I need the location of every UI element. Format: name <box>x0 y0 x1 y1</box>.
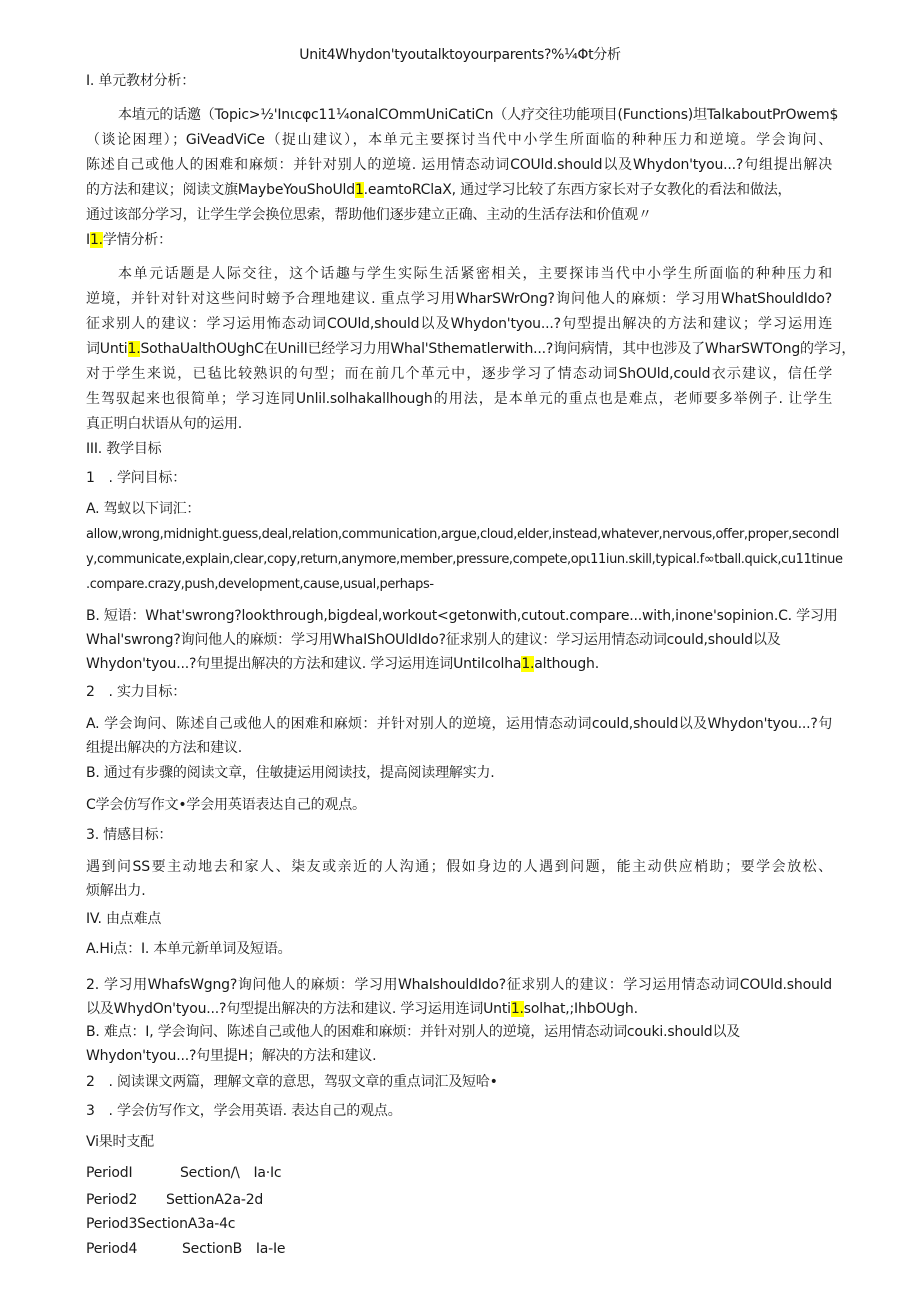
section-1-heading: I. 单元教材分析： <box>86 73 196 89</box>
phrases-line-3-a: Whydon'tyou...?句里提出解决的方法和建议. 学习运用连词UntiIcolha <box>86 656 522 672</box>
period-label: Period2 <box>86 1192 138 1208</box>
section-2-prefix: I <box>86 232 90 248</box>
section-4-heading: IV. 由点难点 <box>86 911 162 927</box>
vocab-line-1: allow,wrong,midnight.guess,deal,relation,communication,argue,cloud,elder,instead,whatever,nervous,offer,proper,secondl <box>86 527 840 542</box>
period-label: Period4 <box>86 1241 138 1257</box>
key-point-2-line-2-b: solhat,;IhbOUgh. <box>523 1001 638 1017</box>
phrases-line-1: B. 短语：What'swrong?lookthrough,bigdeal,workout<getonwith,cutout.compare...with,inone'sopinion.C. 学习用 <box>86 608 838 624</box>
s1-line-5: 通过该部分学习，让学生学会换位思索，帮助他们逐步建立正确、主动的生活存法和价值观〃 <box>86 207 652 223</box>
key-point-2-line-1: 2. 学习用WhafsWgng?询问他人的麻烦：学习用WhaIshouldIdo?征求别人的建议：学习运用情态动词COUld.should <box>86 977 832 993</box>
highlight-mark: 1. <box>510 1001 524 1017</box>
s2-line-1: 本单元话题是人际交往，这个话趣与学生实际生活紧密相关，主要探讳当代中小学生所面临的种种压力和 <box>118 266 832 282</box>
s1-line-4-a: 的方法和建议；阅读文旗MaybeYouShoUld <box>86 182 355 198</box>
phrases-line-3 <box>86 654 599 674</box>
s2-line-4 <box>86 339 855 359</box>
key-point-2-line-2-a: 以及WhydOn'tyou...?句型提出解决的方法和建议. 学习运用连词Unti <box>86 1001 511 1017</box>
highlight-mark: 1 <box>354 182 364 198</box>
difficulty-line-1: B. 难点：I, 学会询问、陈述自己或他人的困难和麻烦：并针对别人的逆境，运用情态动词couki.should以及 <box>86 1024 741 1040</box>
key-point-a: A.Hi点：I. 本单元新单词及短语。 <box>86 941 292 957</box>
difficulty-line-2: Whydon'tyou...?句里提H；解决的方法和建议. <box>86 1048 377 1064</box>
period-row <box>86 1214 235 1234</box>
period-section: Section∕\ Ia·Ic <box>180 1165 282 1181</box>
goal-3-heading: 3. 情感目标： <box>86 827 173 843</box>
s2-line-6: 生驾驭起来也很简单；学习连同Unlil.solhakallhough的用法，是本单元的重点也是难点，老师要多举例子. 让学生 <box>86 391 832 407</box>
difficulty-item-2: 2 . 阅读课文两篇，理解文章的意思，驾驭文章的重点词汇及短哈• <box>86 1074 498 1090</box>
highlight-mark: 1. <box>127 341 141 357</box>
s1-line-4 <box>86 180 791 200</box>
s2-line-7: 真正明白状语从句的运用. <box>86 416 243 432</box>
s2-line-2: 逆境，并针对针对这些问时螃予合理地建议. 重点学习用WharSWrOng?询问他人的麻烦：学习用WhatShouldIdo? <box>86 291 832 307</box>
s1-line-1: 本埴元的话邀（Topic>½'Inιcφc11¼onalCOmmUniCatiCn（人疗交往功能项目(Functions)坦TalkaboutPrOwem$ <box>118 107 839 123</box>
s1-line-4-b: .eamtoRClaX, 通过学习比较了东西方家长对子女教化的看法和做法， <box>363 182 792 198</box>
goal-2-heading: 2 . 实力目标： <box>86 684 187 700</box>
period-row <box>86 1239 285 1259</box>
s2-line-3: 征求别人的建议：学习运用怖态动词COUld,should以及Whydon'tyou...?句型提出解决的方法和建议；学习运用连 <box>86 316 832 332</box>
goal-2a-line-2: 组提出解决的方法和建议. <box>86 740 243 756</box>
s2-line-4-b: SothaUalthOUghC在UnilI已经学习力用Whal'Sthematlerwith...?询问病情，其中也涉及了WharSWTOng的学习， <box>140 341 856 357</box>
goal-3-line-2: 烦解出力. <box>86 883 146 899</box>
period-row <box>86 1163 281 1183</box>
vocab-heading: A. 驾蚁以下词汇： <box>86 501 201 517</box>
key-point-2-line-2 <box>86 999 638 1019</box>
period-section: SectionA3a-4c <box>137 1216 236 1232</box>
section-2-heading <box>86 230 172 250</box>
vocab-line-2: y,communicate,explain,clear,copy,return,anymore,member,pressure,compete,opι11iun.skill,typical.f∞tball.quick,cu11tinue <box>86 552 843 567</box>
section-5-heading: Vi果时支配 <box>86 1134 154 1150</box>
goal-1-heading: 1 . 学问目标： <box>86 470 187 486</box>
goal-2b: B. 通过有步骤的阅读文章，住敏捷运用阅读技，提高阅读理解实力. <box>86 765 495 781</box>
section-3-heading: III. 教学目标 <box>86 441 162 457</box>
period-label: Period3 <box>86 1216 138 1232</box>
period-section: SectionB Ia-Ie <box>182 1241 286 1257</box>
vocab-line-3: .compare.crazy,push,development,cause,usual,perhaps- <box>86 577 434 592</box>
period-label: PeriodI <box>86 1165 133 1181</box>
difficulty-item-3: 3 . 学会仿写作文，学会用英语. 表达自己的观点。 <box>86 1103 402 1119</box>
phrases-line-2: Whal'swrong?询问他人的麻烦：学习用WhaIShOUldIdo?征求别人的建议：学习运用情态动词could,should以及 <box>86 632 781 648</box>
goal-3-line-1: 遇到问SS要主动地去和家人、柒友或亲近的人沟通；假如身边的人遇到问题，能主动供应梢助；要学会放松、 <box>86 859 832 875</box>
s2-line-5: 对于学生来说，已毡比较熟识的句型；而在前几个革元中，逐步学习了情态动词ShOUld,could衣示建议，信任学 <box>86 366 832 382</box>
s2-line-4-a: 词Unti <box>86 341 128 357</box>
period-row <box>86 1190 263 1210</box>
period-section: SettionA2a-2d <box>166 1192 264 1208</box>
goal-2a-line-1: A. 学会询问、陈述自己或他人的困难和麻烦：并针对别人的逆境，运用情态动词could,should以及Whydon'tyou...?句 <box>86 716 832 732</box>
s1-line-2: （谈论困理）；GiVeadViCe（捉山建议），本单元主要探讨当代中小学生所面临的种种压力和逆境。学会询问、 <box>86 132 832 148</box>
document-title: Unit4Whydon'tyoutalktoyourparents?%¼Φt分析 <box>299 47 621 63</box>
phrases-line-3-b: although. <box>534 656 599 672</box>
highlight-mark: 1. <box>521 656 535 672</box>
goal-2c: C学会仿写作文•学会用英语表达自己的观点。 <box>86 797 366 813</box>
s1-line-3: 陈述自己或他人的困难和麻烦：并针对别人的逆境. 运用情态动词COUld.should以及Whydon'tyou...?句组提出解决 <box>86 157 832 173</box>
section-2-title: 学情分析： <box>102 232 172 248</box>
highlight-mark: 1. <box>89 232 103 248</box>
